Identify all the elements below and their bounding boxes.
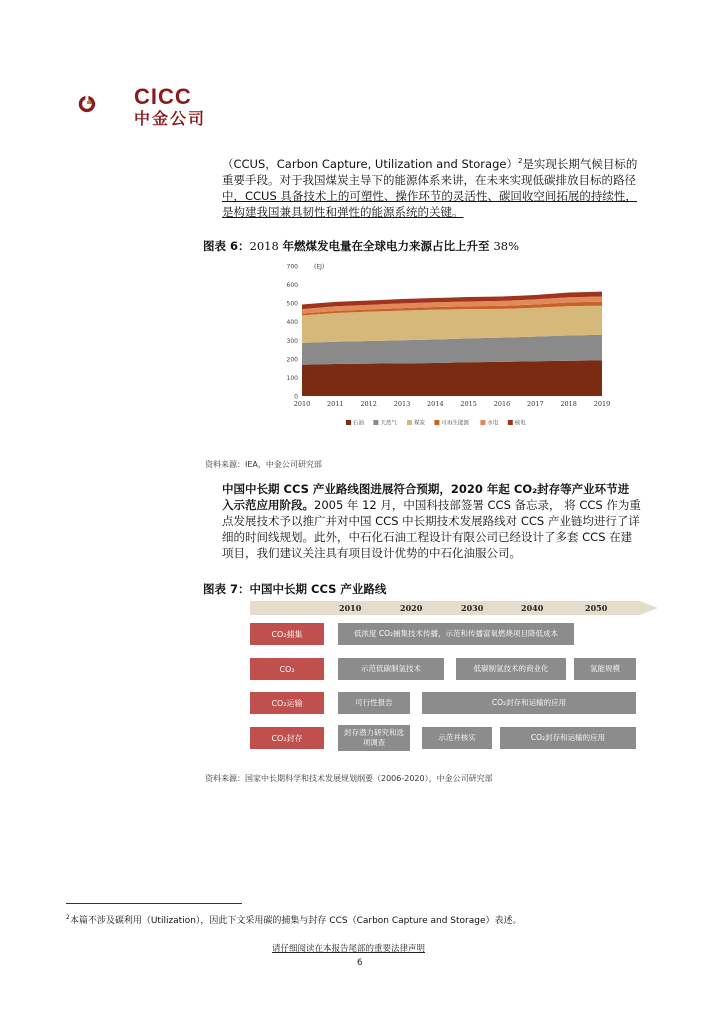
roadmap-row-co2: CO₂ bbox=[250, 658, 324, 680]
legend-swatch bbox=[407, 420, 412, 425]
roadmap-capture-box: 低浓度 CO₂捕集技术传播，示范和传播富氧燃烧项目降低成本 bbox=[338, 623, 574, 645]
figure6-title-text: 年燃煤发电量在全球电力来源占比上升至 bbox=[282, 239, 494, 253]
logo-text-en: CICC bbox=[134, 84, 192, 109]
roadmap-row-storage: CO₂封存 bbox=[250, 727, 324, 749]
y-tick-label: 500 bbox=[286, 300, 298, 308]
figure6-source: 资料来源：IEA，中金公司研究部 bbox=[205, 460, 322, 469]
roadmap-co2-box-2: 低碳制氢技术的商业化 bbox=[456, 658, 566, 680]
legend-label: 石油 bbox=[353, 420, 365, 427]
roadmap-row-capture: CO₂捕集 bbox=[250, 623, 324, 645]
figure7-title bbox=[203, 581, 386, 597]
x-tick-label: 2017 bbox=[527, 400, 544, 408]
para2-line3: 点发展技术予以推广并对中国 CCS 中长期技术发展路线对 CCS 产业链均进行了详 bbox=[222, 514, 640, 528]
legend-swatch bbox=[480, 420, 485, 425]
para1-line2: 重要手段。对于我国煤炭主导下的能源体系来讲，在未来实现低碳排放目标的路径 bbox=[222, 172, 636, 187]
legend-swatch bbox=[434, 420, 439, 425]
y-tick-label: 100 bbox=[286, 374, 298, 382]
para2-line5: 项目，我们建议关注具有项目设计优势的中石化油服公司。 bbox=[222, 546, 521, 560]
roadmap-storage-box-2: 示范并核实 bbox=[422, 727, 492, 749]
para2-line2-rest: 2005 年 12 月，中国科技部签署 CCS 备忘录， 将 CCS 作为重 bbox=[314, 498, 641, 512]
roadmap-transport-box-1: 可行性报告 bbox=[338, 692, 410, 714]
figure6-label: 图表 6： bbox=[203, 239, 250, 253]
timeline-year-2020: 2020 bbox=[400, 603, 423, 613]
figure7-title-text: 中国中长期 CCS 产业路线 bbox=[249, 582, 387, 596]
figure7-label: 图表 7： bbox=[203, 582, 250, 596]
y-tick-label: 0 bbox=[294, 393, 298, 401]
y-tick-label: 300 bbox=[286, 337, 298, 345]
x-tick-label: 2016 bbox=[493, 400, 511, 408]
figure6-title-pct: 38% bbox=[493, 239, 520, 253]
para2-line2-bold: 入示范应用阶段。 bbox=[222, 498, 314, 512]
x-tick-label: 2015 bbox=[460, 400, 477, 408]
roadmap-row-transport: CO₂运输 bbox=[250, 692, 324, 714]
coal-power-area-chart bbox=[284, 258, 624, 430]
area-series-0 bbox=[302, 360, 602, 396]
para2-line1: 中国中长期 CCS 产业路线图进展符合预期，2020 年起 CO₂封存等产业环节进 bbox=[222, 482, 630, 496]
legend-swatch bbox=[373, 420, 378, 425]
para1-line1: （CCUS，Carbon Capture, Utilization and Storage） bbox=[222, 156, 518, 171]
roadmap-transport-box-2: CO₂封存和运输的应用 bbox=[422, 692, 636, 714]
x-tick-label: 2012 bbox=[360, 400, 377, 408]
figure7-source: 资料来源：国家中长期科学和技术发展规划纲要（2006-2020），中金公司研究部 bbox=[205, 774, 493, 783]
para2-line4: 细的时间线规划。此外，中石化石油工程设计有限公司已经设计了多套 CCS 在建 bbox=[222, 530, 633, 544]
roadmap-storage-box-3: CO₂封存和运输的应用 bbox=[500, 727, 636, 749]
y-tick-label: 700 bbox=[286, 263, 298, 271]
roadmap-co2-box-1: 示范低碳制氢技术 bbox=[338, 658, 444, 680]
roadmap-paragraph bbox=[222, 481, 658, 561]
legend-label: 可再生能源 bbox=[441, 420, 469, 427]
x-tick-label: 2019 bbox=[593, 400, 611, 408]
y-tick-label: 200 bbox=[286, 356, 298, 364]
timeline-year-2050: 2050 bbox=[585, 603, 608, 613]
footnote-divider bbox=[66, 903, 242, 904]
footnote-text: 本篇不涉及碳利用（Utilization），因此下文采用碳的捕集与封存 CCS（Carbon Capture and Storage）表述。 bbox=[69, 916, 522, 926]
footnote bbox=[66, 913, 522, 926]
timeline-year-2030: 2030 bbox=[461, 603, 484, 613]
para1-line4: 是构建我国兼具韧性和弹性的能源系统的关键。 bbox=[222, 204, 464, 219]
legend-label: 天然气 bbox=[380, 420, 397, 427]
timeline-year-2010: 2010 bbox=[339, 603, 362, 613]
page-number: 6 bbox=[357, 958, 363, 968]
y-unit-label: (EJ) bbox=[314, 263, 325, 271]
legend-label: 核电 bbox=[514, 420, 526, 427]
y-tick-label: 400 bbox=[286, 319, 298, 327]
para1-line3: 中，CCUS 具备技术上的可塑性、操作环节的灵活性、碳回收空间拓展的持续性， bbox=[222, 188, 637, 203]
legend-label: 水电 bbox=[487, 420, 499, 427]
x-tick-label: 2018 bbox=[560, 400, 577, 408]
footnote-number: 2 bbox=[66, 914, 70, 921]
x-tick-label: 2013 bbox=[393, 400, 411, 408]
cicc-logo-icon bbox=[78, 78, 130, 130]
timeline-year-2040: 2040 bbox=[521, 603, 544, 613]
roadmap-co2-box-3: 氢能规模 bbox=[574, 658, 636, 680]
intro-paragraph bbox=[222, 153, 658, 220]
legend-label: 煤炭 bbox=[414, 420, 426, 427]
para1-line1b: 是实现长期气候目标的 bbox=[522, 156, 638, 171]
x-tick-label: 2011 bbox=[327, 400, 344, 408]
roadmap-storage-box-1: 封存潜力研究和选项调查 bbox=[338, 725, 410, 751]
figure6-title-year: 2018 bbox=[249, 239, 283, 253]
x-tick-label: 2010 bbox=[293, 400, 311, 408]
figure6-title bbox=[203, 238, 519, 254]
y-tick-label: 600 bbox=[286, 282, 298, 290]
logo-text-cn: 中金公司 bbox=[134, 109, 207, 128]
legend-swatch bbox=[346, 420, 351, 425]
x-tick-label: 2014 bbox=[427, 400, 444, 408]
legend-swatch bbox=[508, 420, 513, 425]
footnote-ref[interactable]: 2 bbox=[517, 157, 523, 165]
legal-disclaimer-link[interactable]: 请仔细阅读在本报告尾部的重要法律声明 bbox=[272, 944, 426, 954]
